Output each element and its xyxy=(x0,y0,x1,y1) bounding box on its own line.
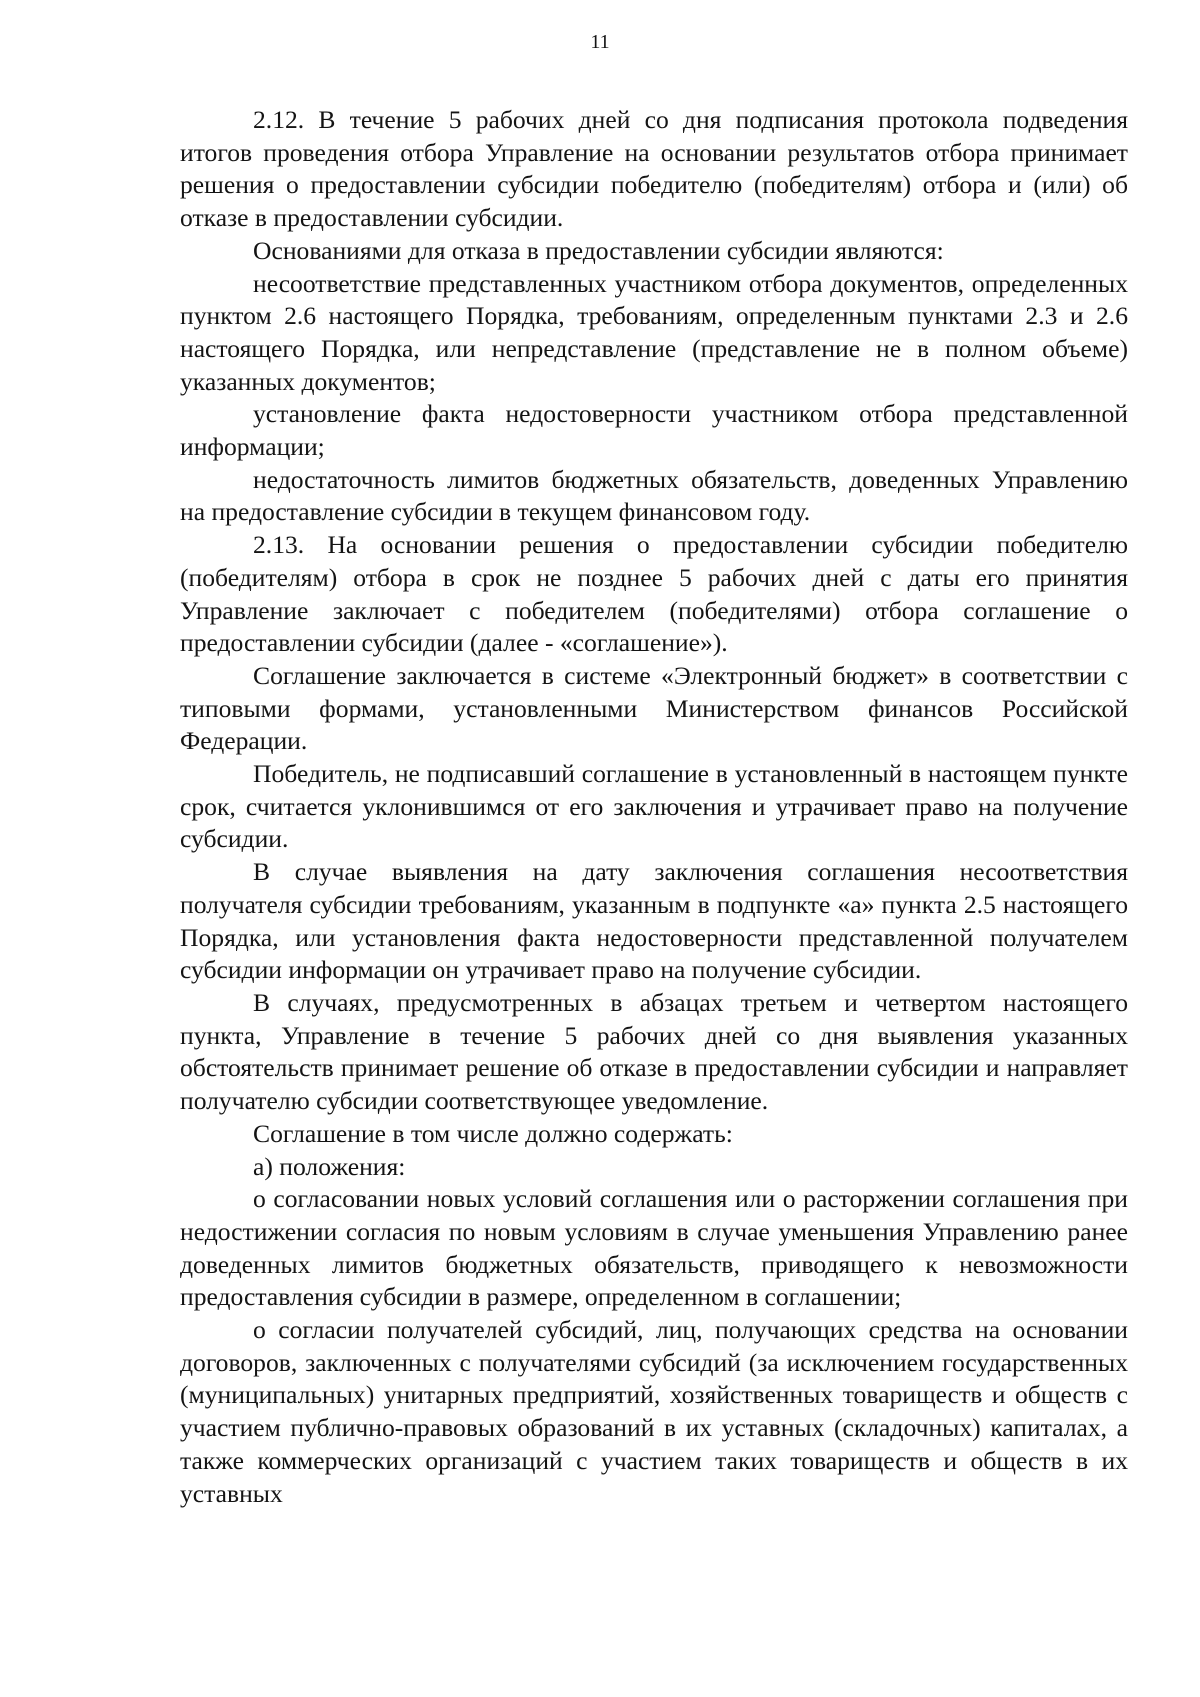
paragraph-electronic-budget: Соглашение заключается в системе «Электронный бюджет» в соответствии с типовыми формами, установленными Министерством финансов Российской Федерации. xyxy=(180,660,1128,756)
paragraph-winner-evasion: Победитель, не подписавший соглашение в установленный в настоящем пункте срок, считается уклонившимся от его заключения и утрачивает право на получение субсидии. xyxy=(180,759,1128,854)
paragraph-recipient-consent: о согласии получателей субсидий, лиц, получающих средства на основании договоров, заключенных с получателями субсидий (за исключением государственных (муниципальных) унитарных предприятий, хозяйственных товариществ и обществ с участием публично-правовых образований в их уставных (складочных) капиталах, а также коммерческих организаций с участием таких товариществ и обществ в их уставных xyxy=(180,1315,1128,1508)
paragraph-new-conditions: о согласовании новых условий соглашения или о расторжении соглашения при недостижении согласия по новым условиям в случае уменьшения Управлению ранее доведенных лимитов бюджетных обязательств, приводящего к невозможности предоставления субсидии в размере, определенном в соглашении; xyxy=(180,1184,1128,1312)
paragraph-2-12: 2.12. В течение 5 рабочих дней со дня подписания протокола подведения итогов проведения отбора Управление на основании результатов отбора принимает решения о предоставлении субсидии победителю (победителям) отбора и (или) об отказе в предоставлении субсидии. xyxy=(180,105,1128,233)
page-number: 11 xyxy=(590,31,610,53)
paragraph-false-information: установление факта недостоверности участником отбора представленной информации; xyxy=(180,399,1128,462)
paragraph-nonconformity: В случае выявления на дату заключения соглашения несоответствия получателя субсидии требованиям, указанным в подпункте «а» пункта 2.5 настоящего Порядка, или установления факта недостоверности представленной получателем субсидии информации он утрачивает право на получение субсидии. xyxy=(180,857,1128,985)
paragraph-agreement-contents: Соглашение в том числе должно содержать: xyxy=(253,1118,733,1148)
paragraph-refusal-notice: В случаях, предусмотренных в абзацах третьем и четвертом настоящего пункта, Управление в течение 5 рабочих дней со дня выявления указанных обстоятельств принимает решение об отказе в предоставлении субсидии и направляет получателю субсидии соответствующее уведомление. xyxy=(180,987,1128,1116)
paragraph-provisions-a: а) положения: xyxy=(253,1151,406,1181)
paragraph-refusal-grounds: Основаниями для отказа в предоставлении субсидии являются: xyxy=(253,235,944,265)
paragraph-insufficient-limits: недостаточность лимитов бюджетных обязательств, доведенных Управлению на предоставление субсидии в текущем финансовом году. xyxy=(180,464,1128,527)
paragraph-noncompliance: несоответствие представленных участником отбора документов, определенных пунктом 2.6 настоящего Порядка, требованиям, определенным пунктами 2.3 и 2.6 настоящего Порядка, или непредставление (представление не в полном объеме) указанных документов; xyxy=(180,268,1128,396)
paragraph-2-13: 2.13. На основании решения о предоставлении субсидии победителю (победителям) отбора в срок не позднее 5 рабочих дней с даты его принятия Управление заключает с победителем (победителями) отбора соглашение о предоставлении субсидии (далее - «соглашение»). xyxy=(180,530,1128,658)
document-body xyxy=(180,104,1128,1510)
